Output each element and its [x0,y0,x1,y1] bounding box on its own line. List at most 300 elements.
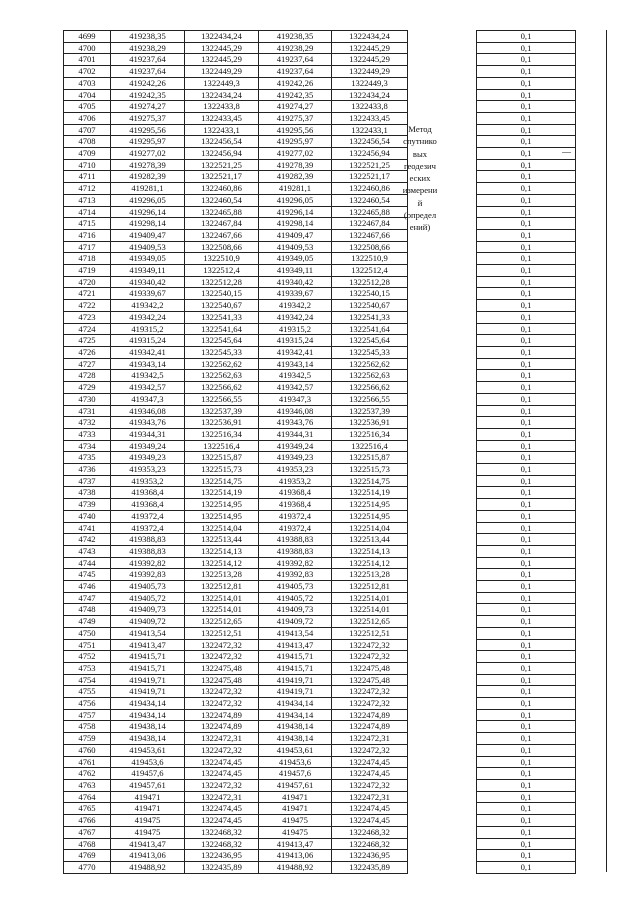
method-column-cell [408,452,477,464]
x-existing-cell: 419242,26 [111,77,185,89]
point-number-cell: 4713 [64,194,111,206]
y-refined-cell: 1322436,95 [332,850,408,862]
x-existing-cell: 419342,5 [111,370,185,382]
accuracy-cell: 0,1 [477,545,576,557]
y-existing-cell: 1322449,3 [185,77,259,89]
point-number-cell: 4741 [64,522,111,534]
y-refined-cell: 1322472,32 [332,780,408,792]
x-refined-cell: 419353,2 [259,475,332,487]
y-existing-cell: 1322537,39 [185,405,259,417]
y-existing-cell: 1322515,87 [185,452,259,464]
y-refined-cell: 1322514,95 [332,510,408,522]
table-row [64,77,576,89]
x-refined-cell: 419392,83 [259,569,332,581]
table-row [64,721,576,733]
point-number-cell: 4732 [64,417,111,429]
point-number-cell: 4706 [64,112,111,124]
method-column-cell [408,581,477,593]
y-refined-cell: 1322474,89 [332,721,408,733]
method-column-cell [408,89,477,101]
accuracy-cell: 0,1 [477,288,576,300]
method-column-cell [408,31,477,43]
method-column-cell [408,534,477,546]
x-existing-cell: 419457,61 [111,780,185,792]
y-existing-cell: 1322472,32 [185,744,259,756]
y-refined-cell: 1322536,91 [332,417,408,429]
accuracy-cell: 0,1 [477,124,576,136]
y-existing-cell: 1322566,55 [185,393,259,405]
point-number-cell: 4707 [64,124,111,136]
table-row [64,194,576,206]
y-refined-cell: 1322456,54 [332,136,408,148]
accuracy-cell: 0,1 [477,241,576,253]
method-column-cell [408,780,477,792]
y-existing-cell: 1322475,48 [185,674,259,686]
table-row [64,557,576,569]
x-existing-cell: 419347,3 [111,393,185,405]
table-row [64,709,576,721]
y-refined-cell: 1322472,32 [332,744,408,756]
accuracy-cell: 0,1 [477,662,576,674]
y-refined-cell: 1322433,1 [332,124,408,136]
x-existing-cell: 419274,27 [111,101,185,113]
y-refined-cell: 1322562,62 [332,358,408,370]
x-existing-cell: 419282,39 [111,171,185,183]
method-column-cell [408,499,477,511]
x-refined-cell: 419238,35 [259,31,332,43]
y-existing-cell: 1322445,29 [185,42,259,54]
table-row [64,253,576,265]
x-refined-cell: 419343,14 [259,358,332,370]
method-column-cell [408,253,477,265]
y-existing-cell: 1322566,62 [185,382,259,394]
y-refined-cell: 1322467,66 [332,229,408,241]
table-row [64,300,576,312]
y-existing-cell: 1322460,86 [185,183,259,195]
point-number-cell: 4731 [64,405,111,417]
y-refined-cell: 1322475,48 [332,674,408,686]
y-refined-cell: 1322468,32 [332,826,408,838]
y-refined-cell: 1322514,19 [332,487,408,499]
y-existing-cell: 1322465,88 [185,206,259,218]
y-refined-cell: 1322512,81 [332,581,408,593]
x-existing-cell: 419392,82 [111,557,185,569]
y-refined-cell: 1322460,54 [332,194,408,206]
x-refined-cell: 419342,2 [259,300,332,312]
accuracy-cell: 0,1 [477,815,576,827]
method-column-cell [408,639,477,651]
method-column-cell [408,616,477,628]
point-number-cell: 4712 [64,183,111,195]
x-existing-cell: 419438,14 [111,721,185,733]
y-refined-cell: 1322512,51 [332,627,408,639]
y-existing-cell: 1322433,8 [185,101,259,113]
x-refined-cell: 419342,57 [259,382,332,394]
x-refined-cell: 419392,82 [259,557,332,569]
x-refined-cell: 419295,56 [259,124,332,136]
y-existing-cell: 1322521,25 [185,159,259,171]
table-row [64,452,576,464]
x-existing-cell: 419342,57 [111,382,185,394]
method-column-cell [408,557,477,569]
x-existing-cell: 419281,1 [111,183,185,195]
table-row [64,662,576,674]
point-number-cell: 4744 [64,557,111,569]
method-column-cell [408,522,477,534]
table-row [64,522,576,534]
accuracy-cell: 0,1 [477,768,576,780]
y-refined-cell: 1322515,73 [332,464,408,476]
x-refined-cell: 419413,47 [259,639,332,651]
y-existing-cell: 1322521,17 [185,171,259,183]
accuracy-cell: 0,1 [477,42,576,54]
point-number-cell: 4701 [64,54,111,66]
method-column-cell [408,405,477,417]
accuracy-cell: 0,1 [477,311,576,323]
x-existing-cell: 419372,4 [111,522,185,534]
accuracy-cell: 0,1 [477,276,576,288]
y-existing-cell: 1322514,19 [185,487,259,499]
point-number-cell: 4764 [64,791,111,803]
y-refined-cell: 1322475,48 [332,662,408,674]
y-refined-cell: 1322472,32 [332,686,408,698]
method-column-cell [408,323,477,335]
method-column-cell [408,265,477,277]
x-existing-cell: 419471 [111,803,185,815]
y-existing-cell: 1322514,95 [185,499,259,511]
x-refined-cell: 419457,6 [259,768,332,780]
x-existing-cell: 419419,71 [111,686,185,698]
x-existing-cell: 419278,39 [111,159,185,171]
point-number-cell: 4750 [64,627,111,639]
accuracy-cell: 0,1 [477,698,576,710]
method-column-cell [408,662,477,674]
accuracy-cell: 0,1 [477,756,576,768]
accuracy-cell: 0,1 [477,346,576,358]
method-column-cell [408,651,477,663]
y-existing-cell: 1322541,64 [185,323,259,335]
point-number-cell: 4738 [64,487,111,499]
point-number-cell: 4724 [64,323,111,335]
accuracy-cell: 0,1 [477,229,576,241]
x-existing-cell: 419295,97 [111,136,185,148]
table-row [64,417,576,429]
y-refined-cell: 1322449,29 [332,66,408,78]
y-existing-cell: 1322514,75 [185,475,259,487]
method-column-cell [408,428,477,440]
point-number-cell: 4747 [64,592,111,604]
x-existing-cell: 419343,14 [111,358,185,370]
point-number-cell: 4749 [64,616,111,628]
y-refined-cell: 1322472,32 [332,651,408,663]
y-existing-cell: 1322474,45 [185,815,259,827]
y-refined-cell: 1322566,55 [332,393,408,405]
x-existing-cell: 419419,71 [111,674,185,686]
table-row [64,850,576,862]
accuracy-cell: 0,1 [477,31,576,43]
table-row [64,768,576,780]
table-row [64,393,576,405]
accuracy-cell: 0,1 [477,101,576,113]
y-refined-cell: 1322445,29 [332,42,408,54]
x-existing-cell: 419349,05 [111,253,185,265]
point-number-cell: 4722 [64,300,111,312]
point-number-cell: 4769 [64,850,111,862]
accuracy-cell: 0,1 [477,300,576,312]
x-existing-cell: 419353,2 [111,475,185,487]
point-number-cell: 4758 [64,721,111,733]
y-existing-cell: 1322514,95 [185,510,259,522]
x-refined-cell: 419342,5 [259,370,332,382]
x-existing-cell: 419342,2 [111,300,185,312]
y-existing-cell: 1322460,54 [185,194,259,206]
method-column-cell [408,42,477,54]
x-existing-cell: 419413,47 [111,838,185,850]
table-row [64,791,576,803]
right-border-line [606,30,607,872]
y-refined-cell: 1322474,45 [332,768,408,780]
x-refined-cell: 419353,23 [259,464,332,476]
y-existing-cell: 1322445,29 [185,54,259,66]
method-column-cell [408,440,477,452]
y-refined-cell: 1322512,65 [332,616,408,628]
x-refined-cell: 419419,71 [259,674,332,686]
y-refined-cell: 1322514,01 [332,604,408,616]
table-row [64,112,576,124]
x-refined-cell: 419349,23 [259,452,332,464]
x-refined-cell: 419278,39 [259,159,332,171]
x-refined-cell: 419275,37 [259,112,332,124]
table-row [64,124,576,136]
table-row [64,616,576,628]
point-number-cell: 4710 [64,159,111,171]
point-number-cell: 4714 [64,206,111,218]
table-row [64,101,576,113]
x-refined-cell: 419242,26 [259,77,332,89]
table-row [64,545,576,557]
accuracy-cell: 0,1 [477,475,576,487]
x-refined-cell: 419388,83 [259,545,332,557]
y-existing-cell: 1322472,32 [185,651,259,663]
table-row [64,370,576,382]
accuracy-cell: 0,1 [477,604,576,616]
method-column-cell [408,756,477,768]
method-column-cell [408,698,477,710]
x-existing-cell: 419488,92 [111,861,185,873]
y-refined-cell: 1322515,87 [332,452,408,464]
x-existing-cell: 419343,76 [111,417,185,429]
accuracy-cell: 0,1 [477,358,576,370]
method-column-cell [408,358,477,370]
table-row [64,358,576,370]
table-row [64,627,576,639]
x-refined-cell: 419342,24 [259,311,332,323]
x-refined-cell: 419409,73 [259,604,332,616]
coordinates-table [63,30,576,874]
accuracy-cell: 0,1 [477,428,576,440]
table-row [64,698,576,710]
table-row [64,229,576,241]
point-number-cell: 4765 [64,803,111,815]
point-number-cell: 4716 [64,229,111,241]
x-refined-cell: 419475 [259,815,332,827]
y-existing-cell: 1322456,54 [185,136,259,148]
method-column-cell [408,335,477,347]
table-row [64,31,576,43]
point-number-cell: 4753 [64,662,111,674]
x-refined-cell: 419315,24 [259,335,332,347]
table-row [64,686,576,698]
method-column-cell [408,464,477,476]
y-existing-cell: 1322562,63 [185,370,259,382]
x-refined-cell: 419415,71 [259,651,332,663]
table-row [64,323,576,335]
x-existing-cell: 419475 [111,815,185,827]
point-number-cell: 4725 [64,335,111,347]
accuracy-cell: 0,1 [477,651,576,663]
method-column-cell [408,604,477,616]
x-refined-cell: 419282,39 [259,171,332,183]
x-existing-cell: 419242,35 [111,89,185,101]
y-refined-cell: 1322433,8 [332,101,408,113]
x-refined-cell: 419488,92 [259,861,332,873]
point-number-cell: 4700 [64,42,111,54]
x-existing-cell: 419238,29 [111,42,185,54]
table-row [64,54,576,66]
x-existing-cell: 419346,08 [111,405,185,417]
accuracy-cell: 0,1 [477,452,576,464]
y-existing-cell: 1322514,12 [185,557,259,569]
x-refined-cell: 419315,2 [259,323,332,335]
y-refined-cell: 1322474,45 [332,756,408,768]
accuracy-cell: 0,1 [477,510,576,522]
method-column-cell [408,815,477,827]
x-refined-cell: 419296,05 [259,194,332,206]
y-existing-cell: 1322474,89 [185,709,259,721]
y-existing-cell: 1322472,32 [185,780,259,792]
y-refined-cell: 1322545,64 [332,335,408,347]
x-refined-cell: 419405,73 [259,581,332,593]
method-column-cell [408,101,477,113]
x-refined-cell: 419339,67 [259,288,332,300]
method-column-cell [408,569,477,581]
table-row [64,42,576,54]
method-column-cell [408,54,477,66]
y-refined-cell: 1322541,64 [332,323,408,335]
y-refined-cell: 1322445,29 [332,54,408,66]
x-existing-cell: 419275,37 [111,112,185,124]
point-number-cell: 4703 [64,77,111,89]
x-refined-cell: 419434,14 [259,698,332,710]
table-row [64,89,576,101]
x-existing-cell: 419237,64 [111,66,185,78]
x-refined-cell: 419274,27 [259,101,332,113]
x-refined-cell: 419409,47 [259,229,332,241]
accuracy-cell: 0,1 [477,826,576,838]
table-row [64,487,576,499]
y-existing-cell: 1322449,29 [185,66,259,78]
point-number-cell: 4770 [64,861,111,873]
table-row [64,780,576,792]
x-existing-cell: 419349,24 [111,440,185,452]
x-refined-cell: 419388,83 [259,534,332,546]
point-number-cell: 4733 [64,428,111,440]
x-existing-cell: 419475 [111,826,185,838]
accuracy-cell: 0,1 [477,440,576,452]
y-existing-cell: 1322474,89 [185,721,259,733]
accuracy-cell: 0,1 [477,627,576,639]
x-existing-cell: 419409,73 [111,604,185,616]
table-row [64,183,576,195]
accuracy-cell: 0,1 [477,686,576,698]
x-existing-cell: 419344,31 [111,428,185,440]
method-column-cell [408,393,477,405]
y-existing-cell: 1322514,13 [185,545,259,557]
point-number-cell: 4755 [64,686,111,698]
y-existing-cell: 1322472,31 [185,791,259,803]
accuracy-cell: 0,1 [477,148,576,160]
table-row [64,756,576,768]
accuracy-cell: 0,1 [477,557,576,569]
accuracy-cell: 0,1 [477,112,576,124]
y-existing-cell: 1322514,01 [185,592,259,604]
y-refined-cell: 1322510,9 [332,253,408,265]
accuracy-cell: 0,1 [477,592,576,604]
point-number-cell: 4729 [64,382,111,394]
table-row [64,311,576,323]
y-refined-cell: 1322465,88 [332,206,408,218]
point-number-cell: 4746 [64,581,111,593]
x-existing-cell: 419237,64 [111,54,185,66]
x-existing-cell: 419405,72 [111,592,185,604]
y-existing-cell: 1322513,44 [185,534,259,546]
y-refined-cell: 1322540,15 [332,288,408,300]
point-number-cell: 4728 [64,370,111,382]
y-refined-cell: 1322521,25 [332,159,408,171]
x-existing-cell: 419413,06 [111,850,185,862]
y-existing-cell: 1322513,28 [185,569,259,581]
x-refined-cell: 419347,3 [259,393,332,405]
x-refined-cell: 419238,29 [259,42,332,54]
y-existing-cell: 1322516,4 [185,440,259,452]
y-existing-cell: 1322434,24 [185,89,259,101]
table-row [64,674,576,686]
y-existing-cell: 1322474,45 [185,768,259,780]
y-refined-cell: 1322472,31 [332,791,408,803]
y-refined-cell: 1322468,32 [332,838,408,850]
y-refined-cell: 1322521,17 [332,171,408,183]
x-existing-cell: 419349,11 [111,265,185,277]
x-existing-cell: 419438,14 [111,733,185,745]
accuracy-cell: 0,1 [477,733,576,745]
x-refined-cell: 419457,61 [259,780,332,792]
x-refined-cell: 419405,72 [259,592,332,604]
x-existing-cell: 419238,35 [111,31,185,43]
x-refined-cell: 419298,14 [259,218,332,230]
x-refined-cell: 419349,24 [259,440,332,452]
x-refined-cell: 419438,14 [259,721,332,733]
point-number-cell: 4723 [64,311,111,323]
table-row [64,581,576,593]
x-refined-cell: 419372,4 [259,510,332,522]
y-existing-cell: 1322516,34 [185,428,259,440]
x-existing-cell: 419392,83 [111,569,185,581]
point-number-cell: 4735 [64,452,111,464]
accuracy-cell: 0,1 [477,405,576,417]
x-refined-cell: 419242,35 [259,89,332,101]
table-row [64,346,576,358]
point-number-cell: 4766 [64,815,111,827]
